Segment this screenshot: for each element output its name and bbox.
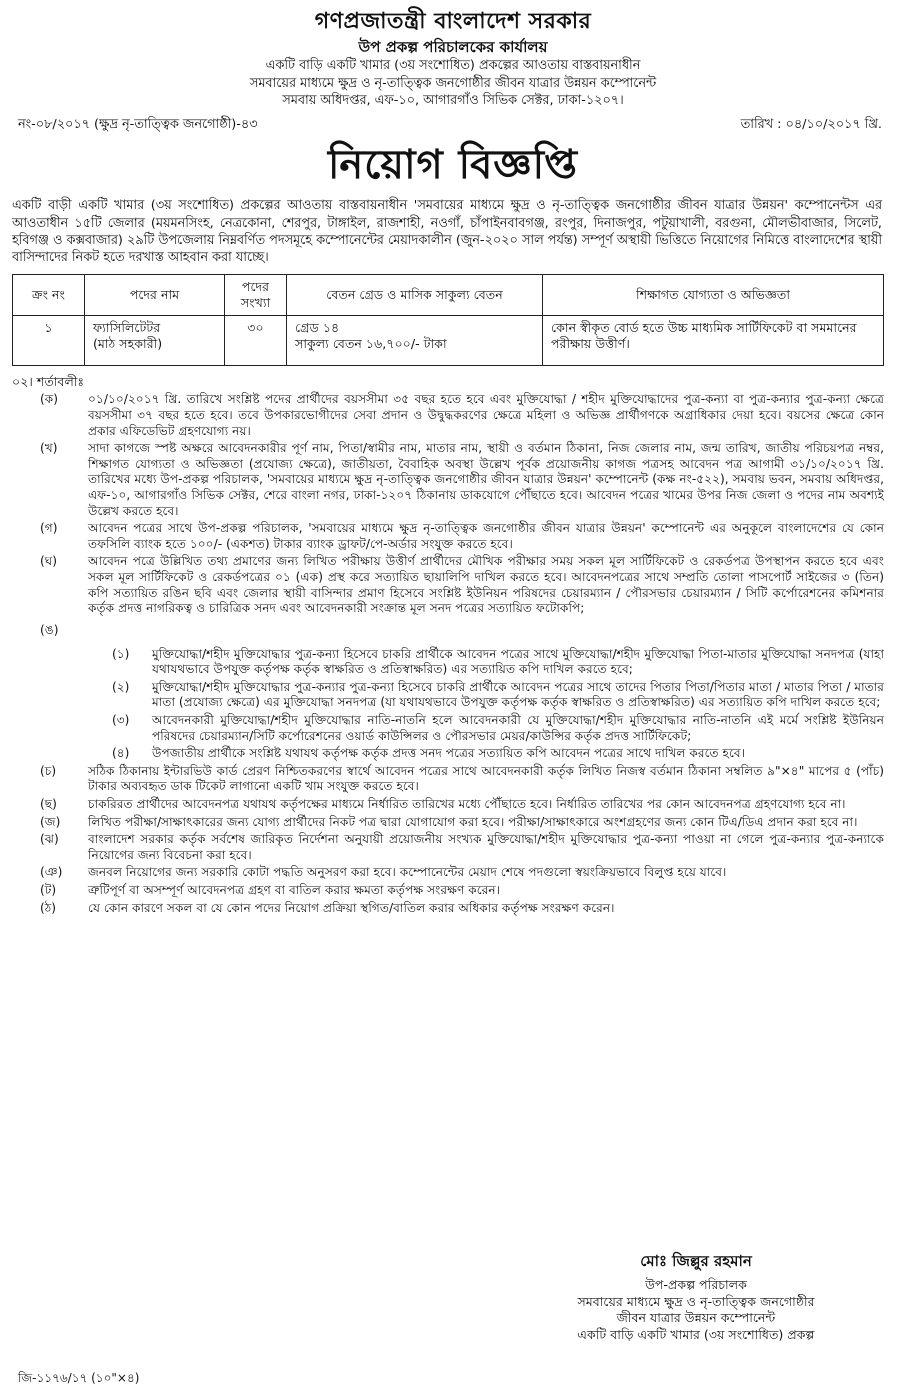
condition-item: [40, 554, 884, 616]
condition-text: ০১/১০/২০১৭ খ্রি. তারিখে সংশ্লিষ্ট পদের প্রার্থীদের বয়সসীমা ৩৫ বছর হতে হবে এবং মুক্তিযোদ্ধা / শহীদ মুক্তিযোদ্ধাদের পুত্র-কন্যা বা পুত্র-কন্যার পুত্র-কন্যা ক্ষেত্রে বয়সসীমা ৩৭ বছর হতে হবে। তবে উপকারভোগীদের সেবা প্রদান ও উদ্বুদ্ধকরণের ক্ষেত্রে মহিলা ও অভিজ্ঞ প্রার্থীগণকে অগ্রাধিকার দেয়া হবে। বয়সের ক্ষেত্রে কোন প্রকার এফিডেভিট গ্রহণযোগ্য নয়।: [88, 392, 884, 438]
condition-label: (ঠ): [40, 900, 57, 915]
condition-text: সঠিক ঠিকানায় ইন্টারভিউ কার্ড প্রেরণ নিশ্চিতকরণের স্বার্থে আবেদন পত্রের সাথে আবেদনকারী কর্তৃক লিখিত নিজস্ব বর্তমান ঠিকানা সম্বলিত ৯"×৪" মাপের ৫ (পাঁচ) টাকার অব্যবহৃত ডাক টিকেট লাগানো একটি খাম সংযুক্ত করতে হবে।: [88, 763, 884, 794]
col-qualification-header: শিক্ষাগত যোগ্যতা ও অভিজ্ঞতা: [543, 275, 884, 316]
sub-condition-text: আবেদনকারী মুক্তিযোদ্ধা/শহীদ মুক্তিযোদ্ধার নাতি-নাতনি হলে আবেদনকারী যে মুক্তিযোদ্ধা/শহীদ মুক্তিযোদ্ধার নাতি-নাতনি এই মর্মে সংশ্লিষ্ট ইউনিয়ন পরিষদের চেয়ারম্যান/সিটি কর্পোরেশনের ওয়ার্ড কাউন্সিলর ও পৌরসভার মেয়র/কাউন্সির কর্তৃক প্রদত্ত সার্টিফিকেট;: [152, 712, 884, 743]
sub-condition-item: [112, 746, 884, 762]
col-count-header: পদের সংখ্যা: [225, 275, 287, 316]
vacancy-table: [12, 274, 884, 366]
notice-title: নিয়োগ বিজ্ঞপ্তি: [327, 142, 578, 189]
cell-grade: [287, 316, 543, 366]
condition-item: [40, 832, 884, 863]
signatory-designation: উপ-প্রকল্প পরিচালক: [645, 1277, 747, 1293]
sub-condition-text: মুক্তিযোদ্ধা/শহীদ মুক্তিযোদ্ধার পুত্র-কন্যার পুত্র-কন্যা হিসেবে চাকরি প্রার্থীকে আবেদন পত্রের সাথে তাদের পিতার পিতা/পিতার মাতা / মাতার পিতা / মাতার মাতা (প্রযোজ্য ক্ষেত্রে) এর মুক্তিযোদ্ধা সনদপত্র (যা যথাযথভাবে উপযুক্ত কর্তৃপক্ষ কর্তৃক স্বাক্ষরিত ও প্রতিস্বাক্ষরিত) এর সত্যায়িত কপি দাখিল করতে হবে;: [152, 679, 884, 710]
memo-number: নং-০৮/২০১৭ (ক্ষুদ্র নৃ-তাত্ত্বিক জনগোষ্ঠী)-৪৩: [18, 117, 258, 133]
condition-item: [40, 623, 884, 639]
post-subtitle: (মাঠ সহকারী): [93, 336, 163, 352]
condition-label: (খ): [40, 441, 58, 456]
condition-label: (গ): [40, 521, 58, 536]
cell-count: ৩০: [225, 316, 287, 366]
condition-text: চাকরিরত প্রার্থীদের আবেদনপত্র যথাযথ কর্তৃপক্ষের মাধ্যমে নির্ধারিত তারিখের মধ্যে পৌঁছাতে হবে। নির্ধারিত তারিখের পর কোন আবেদনপত্র গ্রহণযোগ্য হবে না।: [88, 796, 846, 811]
signatory-office-line: সমবায়ের মাধ্যমে ক্ষুদ্র ও নৃ-তাত্ত্বিক জনগোষ্ঠীর: [577, 1293, 815, 1309]
signature-block: [546, 1252, 846, 1344]
cell-serial: ১: [13, 316, 85, 366]
condition-label: (ট): [40, 883, 57, 898]
salary-text: সাকুল্য বেতন ১৬,৭০০/- টাকা: [295, 336, 447, 352]
col-grade-header: বেতন গ্রেড ও মাসিক সাকুল্য বেতন: [287, 275, 543, 316]
condition-item: [40, 883, 884, 899]
conditions-list: [0, 392, 906, 916]
condition-label: (ঙ): [40, 622, 59, 637]
post-name: ফ্যাসিলিটেটর: [93, 320, 161, 336]
condition-label: (জ): [40, 814, 61, 829]
condition-item: [40, 441, 884, 519]
condition-item: [40, 797, 884, 813]
reference-row: [18, 113, 882, 135]
signatory-name: মোঃ জিল্লুর রহমান: [640, 1252, 752, 1270]
condition-text: জনবল নিয়োগের জন্য সরকারি কোটা পদ্ধতি অনুসরণ করা হবে। কম্পোনেন্টের মেয়াদ শেষে পদগুলো স্বয়ংক্রিয়ভাবে বিলুপ্ত হয়ে যাবে।: [88, 865, 727, 880]
memo-date: তারিখ : ০৪/১০/২০১৭ খ্রি.: [740, 117, 882, 133]
sub-condition-label: (২): [112, 679, 130, 694]
table-row: [13, 316, 884, 366]
condition-label: (চ): [40, 763, 57, 778]
condition-text: ত্রুটিপূর্ণ বা অসম্পূর্ণ আবেদনপত্র গ্রহণ বা বাতিল করার ক্ষমতা কর্তৃপক্ষ সংরক্ষণ করেন।: [88, 883, 500, 898]
condition-item: [40, 865, 884, 881]
sub-condition-label: (৪): [112, 746, 130, 761]
condition-text: বাংলাদেশ সরকার কর্তৃক সর্বশেষ জারিকৃত নির্দেশনা অনুযায়ী প্রয়োজনীয় সংখ্যক মুক্তিযোদ্ধা/শহীদ মুক্তিযোদ্ধার পুত্র-কন্যা পাওয়া না গেলে পুত্র-কন্যার পুত্র-কন্যাকে নিয়োগের জন্য বিবেচনা করা হবে।: [88, 832, 884, 862]
condition-text: [88, 623, 884, 639]
signatory-office-line: একটি বাড়ি একটি খামার (৩য় সংশোধিত) প্রকল্প: [577, 1327, 815, 1343]
col-post-header: পদের নাম: [85, 275, 225, 316]
col-serial-header: ক্রং নং: [13, 275, 85, 316]
condition-item: [40, 764, 884, 795]
sub-condition-label: (১): [112, 646, 130, 661]
component-line: সমবায়ের মাধ্যমে ক্ষুদ্র ও নৃ-তাত্ত্বিক জনগোষ্ঠীর জীবন যাত্রার উন্নয়ন কম্পোনেন্ট: [249, 75, 657, 91]
document-number: জি-১১৭৬/১৭ (১০"×৪): [18, 1370, 140, 1385]
cell-post: [85, 316, 225, 366]
sub-condition-text: উপজাতীয় প্রার্থীকে সংশ্লিষ্ট যথাযথ কর্তৃপক্ষ কর্তৃক প্রদত্ত সনদ পত্রের সত্যায়িত কপি আবেদন পত্রের সাথে দাখিল করতে হবে।: [152, 746, 745, 761]
condition-text: আবেদন পত্রের সাথে উপ-প্রকল্প পরিচালক, 'সমবায়ের মাধ্যমে ক্ষুদ্র নৃ-তাত্ত্বিক জনগোষ্ঠীর জীবন যাত্রার উন্নয়ন' কম্পোনেন্ট এর অনুকূলে বাংলাদেশের যে কোন তফসিলি ব্যাংক হতে ১০০/- (একশত) টাকার ব্যাংক ড্রাফট/পে-অর্ডার সংযুক্ত করতে হবে।: [88, 521, 884, 551]
condition-text: আবেদন পত্রে উল্লিখিত তথ্য প্রমাণের জন্য লিখিত পরীক্ষায় উত্তীর্ণ প্রার্থীদের মৌখিক পরীক্ষার সময় সকল মূল সার্টিফিকেট ও রেকর্ডপত্র উপস্থাপন করতে হবে এবং সকল মূল সার্টিফিকেট ও রেকর্ডপত্রের ০১ (এক) প্রস্থ করে সত্যায়িত ছায়ালিপি দাখিল করতে হবে। আবেদনপত্রের সাথে সম্প্রতি তোলা পাসপোর্ট সাইজের ৩ (তিন) কপি সত্যায়িত রঙিন ছবি এবং জেলার স্থায়ী বাসিন্দার প্রমাণ হিসেবে সংশ্লিষ্ট ইউনিয়ন পরিষদের চেয়ারম্যান / পৌরসভার চেয়ারম্যান / সিটি কর্পোরেশনের কমিশনার কর্তৃক প্রদত্ত নাগরিকত্ব ও চারিত্রিক সনদ এবং আবেদনকারী সংক্রান্ত মূল সনদ পত্রের সত্যায়িত ফটোকপি;: [88, 554, 884, 616]
condition-label: (ঘ): [40, 554, 58, 569]
condition-label: (ঞ): [40, 865, 63, 880]
condition-text: লিখিত পরীক্ষা/সাক্ষাৎকারের জন্য যোগ্য প্রার্থীদের নিকট পত্র দ্বারা যোগাযোগ করা হবে। পরীক্ষা/সাক্ষাৎকারে অংশগ্রহণের জন্য কোন টিএ/ডিএ প্রদান করা হবে না।: [88, 814, 858, 829]
sub-condition-item: [112, 713, 884, 744]
condition-text: সাদা কাগজে স্পষ্ট অক্ষরে আবেদনকারীর পূর্ণ নাম, পিতা/স্বামীর নাম, মাতার নাম, স্থায়ী ও বর্তমান ঠিকানা, নিজ জেলার নাম, জন্ম তারিখ, জাতীয় পরিচয়পত্র নম্বর, শিক্ষাগত যোগ্যতা ও অভিজ্ঞতা (প্রযোজ্য ক্ষেত্রে), জাতীয়তা, বৈবাহিক অবস্থা উল্লেখ পূর্বক প্রয়োজনীয় কাগজ পত্রসহ আবেদন পত্র আগামী ৩১/১০/২০১৭ খ্রি. তারিখের মধ্যে উপ-প্রকল্প পরিচালক, 'সমবায়ের মাধ্যমে ক্ষুদ্র নৃ-তাত্ত্বিক জনগোষ্ঠীর জীবন যাত্রার উন্নয়ন' কম্পোনেন্ট (কক্ষ নং-৫২২), সমবায় ভবন, সমবায় অধিদপ্তর, এফ-১০, আগারগাঁও সিভিক সেক্টর, শেরে বাংলা নগর, ঢাকা-১২০৭ ঠিকানায় ডাকযোগে পৌঁছাতে হবে। আবেদন পত্রের খামের উপর নিজ জেলা ও পদের নাম অবশ্যই উল্লেখ করতে হবে।: [88, 441, 884, 518]
intro-paragraph: একটি বাড়ী একটি খামার (৩য় সংশোধিত) প্রকল্পের আওতায় বাস্তবায়নাধীন 'সমবায়ের মাধ্যমে ক্ষুদ্র ও নৃ-তাত্ত্বিক জনগোষ্ঠীর জীবন যাত্রার উন্নয়ন' কম্পোনেন্টস এর আওতাধীন ১৫টি জেলার (ময়মনসিংহ, নেত্রকোনা, শেরপুর, টাঙ্গাইল, রাজশাহী, নওগাঁ, চাঁপাইনবাবগঞ্জ, রংপুর, দিনাজপুর, পটুয়াখালী, বরগুনা, মৌলভীবাজার, সিলেট, হবিগঞ্জ ও কক্সবাজার) ২৯টি উপজেলায় নিম্নবর্ণিত পদসমূহে কম্পোনেন্টের মেয়াদকালীন (জুন-২০২০ সাল পর্যন্ত) সম্পূর্ণ অস্থায়ী ভিত্তিতে নিয়োগের নিমিত্তে বাংলাদেশের স্থায়ী বাসিন্দাদের নিকট হতে দরখাস্ত আহবান করা যাচ্ছে।: [12, 198, 882, 265]
government-name: গণপ্রজাতন্ত্রী বাংলাদেশ সরকার: [314, 9, 592, 34]
table-header-row: [13, 275, 884, 316]
cell-qualification: কোন স্বীকৃত বোর্ড হতে উচ্চ মাধ্যমিক সার্টিফিকেট বা সমমানের পরীক্ষায় উত্তীর্ণ।: [543, 316, 884, 366]
grade-text: গ্রেড ১৪: [295, 320, 340, 336]
condition-label: (ঝ): [40, 832, 59, 847]
condition-label: (ছ): [40, 796, 57, 811]
signatory-office-line: জীবন যাত্রার উন্নয়ন কম্পোনেন্ট: [616, 1310, 776, 1326]
sub-condition-item: [112, 647, 884, 678]
condition-item: [40, 815, 884, 831]
conditions-heading: ০২। শর্তাবলীঃ: [12, 374, 85, 390]
condition-text: যে কোন কারণে সকল বা যে কোন পদের নিয়োগ প্রক্রিয়া স্থগিত/বাতিল করার অধিকার কর্তৃপক্ষ সংরক্ষণ করেন।: [88, 900, 615, 915]
condition-label: (ক): [40, 392, 59, 407]
condition-item: [40, 521, 884, 552]
project-line: একটি বাড়ি একটি খামার (৩য় সংশোধিত) প্রকল্পের আওতায় বাস্তবায়নাধীন: [265, 58, 641, 74]
condition-item: [40, 392, 884, 439]
address-line: সমবায় অধিদপ্তর, এফ-১০, আগারগাঁও সিভিক সেক্টর, ঢাকা-১২০৭।: [282, 93, 624, 109]
condition-item: [40, 901, 884, 917]
sub-condition-label: (৩): [112, 712, 130, 727]
sub-condition-text: মুক্তিযোদ্ধা/শহীদ মুক্তিযোদ্ধার পুত্র-কন্যা হিসেবে চাকরি প্রার্থীকে আবেদন পত্রের সাথে মুক্তিযোদ্ধা/শহীদ মুক্তিযোদ্ধা পিতা-মাতার মুক্তিযোদ্ধা সনদপত্র (যাহা যথাযথভাবে উপযুক্ত কর্তৃপক্ষ কর্তৃক স্বাক্ষরিত ও প্রতিস্বাক্ষরিত) এর সত্যায়িত কপি দাখিল করতে হবে;: [152, 646, 884, 677]
office-name: উপ প্রকল্প পরিচালকের কার্যালয়: [358, 38, 548, 57]
letterhead: [0, 0, 906, 109]
sub-condition-item: [112, 680, 884, 711]
